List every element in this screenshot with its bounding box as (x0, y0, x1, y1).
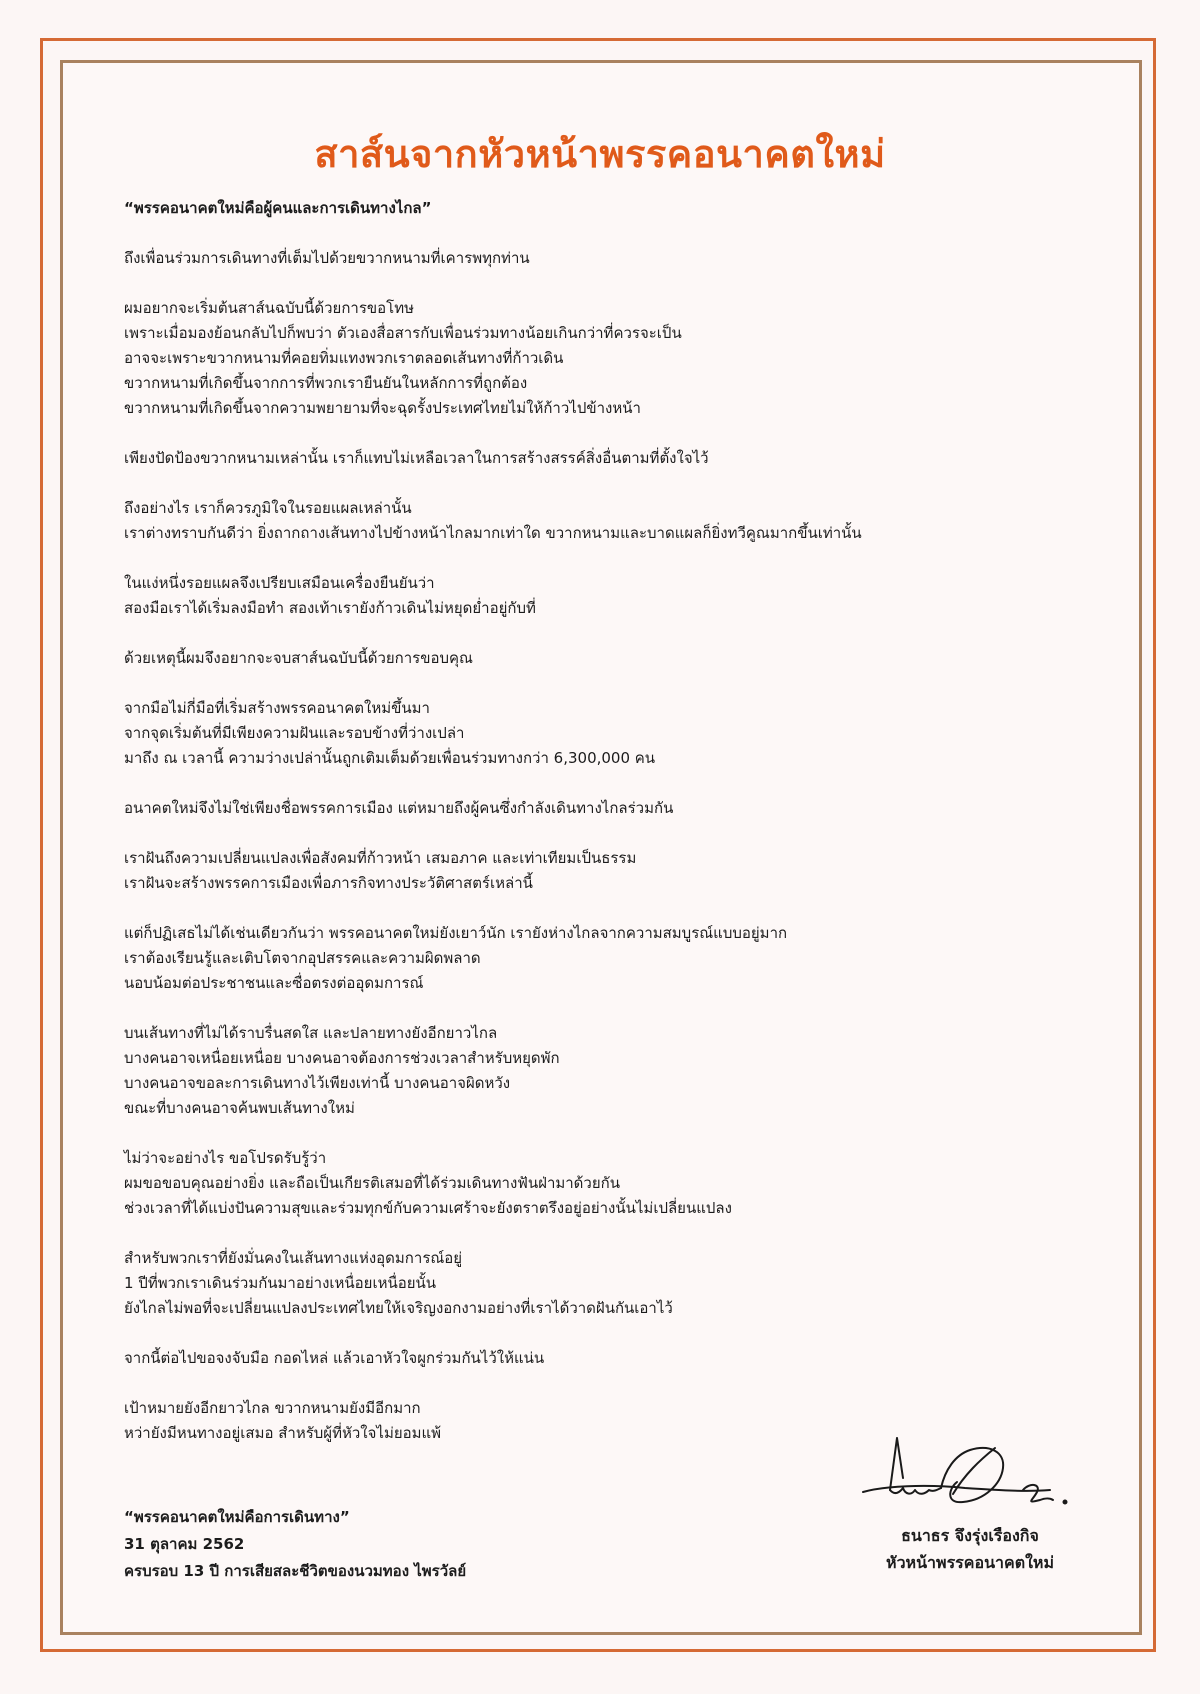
paragraph-line: ขณะที่บางคนอาจค้นพบเส้นทางใหม่ (124, 1099, 355, 1117)
letter-body (124, 196, 1024, 1471)
paragraph-list (124, 246, 1024, 1446)
paragraph-line: บางคนอาจเหนื่อยเหนื่อย บางคนอาจต้องการช่วงเวลาสำหรับหยุดพัก (124, 1049, 560, 1067)
paragraph (124, 1021, 1024, 1121)
paragraph-line: ถึงเพื่อนร่วมการเดินทางที่เต็มไปด้วยขวากหนามที่เคารพทุกท่าน (124, 249, 530, 267)
paragraph-line: สองมือเราได้เริ่มลงมือทำ สองเท้าเรายังก้าวเดินไม่หยุดย่ำอยู่กับที่ (124, 599, 536, 617)
paragraph-line: มาถึง ณ เวลานี้ ความว่างเปล่านั้นถูกเติมเต็มด้วยเพื่อนร่วมทางกว่า 6,300,000 คน (124, 749, 656, 767)
paragraph (124, 646, 1024, 671)
paragraph-line: ในแง่หนึ่งรอยแผลจึงเปรียบเสมือนเครื่องยืนยันว่า (124, 574, 435, 592)
document-title: สาส์นจากหัวหน้าพรรคอนาคตใหม่ (314, 132, 886, 177)
paragraph (124, 696, 1024, 771)
signature-block (820, 1430, 1120, 1576)
paragraph-line: เพียงปัดป้องขวากหนามเหล่านั้น เราก็แทบไม่เหลือเวลาในการสร้างสรรค์สิ่งอื่นตามที่ตั้งใจไว้ (124, 449, 709, 467)
paragraph (124, 796, 1024, 821)
paragraph-line: ขวากหนามที่เกิดขึ้นจากความพยายามที่จะฉุดรั้งประเทศไทยไม่ให้ก้าวไปข้างหน้า (124, 399, 641, 417)
paragraph-line: เราฝันถึงความเปลี่ยนแปลงเพื่อสังคมที่ก้าวหน้า เสมอภาค และเท่าเทียมเป็นธรรม (124, 849, 637, 867)
letter-headline: “พรรคอนาคตใหม่คือผู้คนและการเดินทางไกล” (124, 199, 432, 217)
paragraph-line: หว่ายังมีหนทางอยู่เสมอ สำหรับผู้ที่หัวใจไม่ยอมแพ้ (124, 1424, 442, 1442)
paragraph (124, 1146, 1024, 1221)
paragraph-line: 1 ปีที่พวกเราเดินร่วมกันมาอย่างเหนื่อยเหนื่อยนั้น (124, 1274, 437, 1292)
signer-position: หัวหน้าพรรคอนาคตใหม่ (886, 1553, 1054, 1572)
paragraph-line: อาจจะเพราะขวากหนามที่คอยทิ่มแทงพวกเราตลอดเส้นทางที่ก้าวเดิน (124, 349, 564, 367)
paragraph (124, 846, 1024, 896)
paragraph-line: ช่วงเวลาที่ได้แบ่งปันความสุขและร่วมทุกข์กับความเศร้าจะยังตราตรึงอยู่อย่างนั้นไม่เปลี่ยนแปลง (124, 1199, 732, 1217)
paragraph-line: เป้าหมายยังอีกยาวไกล ขวากหนามยังมีอีกมาก (124, 1399, 421, 1417)
paragraph-line: จากมือไม่กี่มือที่เริ่มสร้างพรรคอนาคตใหม่ขึ้นมา (124, 699, 430, 717)
signer-name: ธนาธร จึงรุ่งเรืองกิจ (901, 1526, 1039, 1545)
paragraph-line: บางคนอาจขอละการเดินทางไว้เพียงเท่านี้ บางคนอาจผิดหวัง (124, 1074, 511, 1092)
paragraph-line: เราฝันจะสร้างพรรคการเมืองเพื่อภารกิจทางประวัติศาสตร์เหล่านี้ (124, 874, 533, 892)
paragraph (124, 446, 1024, 471)
paragraph-line: อนาคตใหม่จึงไม่ใช่เพียงชื่อพรรคการเมือง แต่หมายถึงผู้คนซึ่งกำลังเดินทางไกลร่วมกัน (124, 799, 674, 817)
paragraph-line: ยังไกลไม่พอที่จะเปลี่ยนแปลงประเทศไทยให้เจริญงอกงามอย่างที่เราได้วาดฝันกันเอาไว้ (124, 1299, 673, 1317)
closing-block (124, 1504, 466, 1585)
paragraph-line: จากนี้ต่อไปขอจงจับมือ กอดไหล่ แล้วเอาหัวใจผูกร่วมกันไว้ให้แน่น (124, 1349, 545, 1367)
paragraph-line: เราต้องเรียนรู้และเติบโตจากอุปสรรคและความผิดพลาด (124, 949, 481, 967)
closing-slogan: “พรรคอนาคตใหม่คือการเดินทาง” (124, 1508, 350, 1526)
paragraph (124, 1246, 1024, 1321)
paragraph-line: ไม่ว่าจะอย่างไร ขอโปรดรับรู้ว่า (124, 1149, 327, 1167)
paragraph-line: เพราะเมื่อมองย้อนกลับไปก็พบว่า ตัวเองสื่อสารกับเพื่อนร่วมทางน้อยเกินกว่าที่ควรจะเป็น (124, 324, 682, 342)
paragraph (124, 921, 1024, 996)
signature-icon (845, 1430, 1095, 1520)
paragraph-line: บนเส้นทางที่ไม่ได้ราบรื่นสดใส และปลายทางยังอีกยาวไกล (124, 1024, 498, 1042)
paragraph-line: เราต่างทราบกันดีว่า ยิ่งถากถางเส้นทางไปข้างหน้าไกลมากเท่าใด ขวากหนามและบาดแผลก็ยิ่งทวีคูณมากขึ้นเท่านั้น (124, 524, 862, 542)
letter-date: 31 ตุลาคม 2562 (124, 1535, 245, 1553)
paragraph (124, 571, 1024, 621)
paragraph-line: จากจุดเริ่มต้นที่มีเพียงความฝันและรอบข้างที่ว่างเปล่า (124, 724, 465, 742)
paragraph-line: ขวากหนามที่เกิดขึ้นจากการที่พวกเรายืนยันในหลักการที่ถูกต้อง (124, 374, 528, 392)
paragraph-line: แต่ก็ปฏิเสธไม่ได้เช่นเดียวกันว่า พรรคอนาคตใหม่ยังเยาว์นัก เรายังห่างไกลจากความสมบูรณ์แบบอยู่มาก (124, 924, 788, 942)
paragraph-line: ผมขอขอบคุณอย่างยิ่ง และถือเป็นเกียรติเสมอที่ได้ร่วมเดินทางฟันฝ่ามาด้วยกัน (124, 1174, 620, 1192)
paragraph (124, 496, 1024, 546)
anniversary-note: ครบรอบ 13 ปี การเสียสละชีวิตของนวมทอง ไพรวัลย์ (124, 1562, 467, 1580)
paragraph (124, 246, 1024, 271)
paragraph-line: ผมอยากจะเริ่มต้นสาส์นฉบับนี้ด้วยการขอโทษ (124, 299, 415, 317)
paragraph-line: นอบน้อมต่อประชาชนและซื่อตรงต่ออุดมการณ์ (124, 974, 424, 992)
paragraph (124, 1346, 1024, 1371)
paragraph-line: ด้วยเหตุนี้ผมจึงอยากจะจบสาส์นฉบับนี้ด้วยการขอบคุณ (124, 649, 473, 667)
paragraph-line: สำหรับพวกเราที่ยังมั่นคงในเส้นทางแห่งอุดมการณ์อยู่ (124, 1249, 463, 1267)
paragraph-line: ถึงอย่างไร เราก็ควรภูมิใจในรอยแผลเหล่านั้น (124, 499, 412, 517)
signer-info (820, 1522, 1120, 1576)
paragraph (124, 296, 1024, 421)
